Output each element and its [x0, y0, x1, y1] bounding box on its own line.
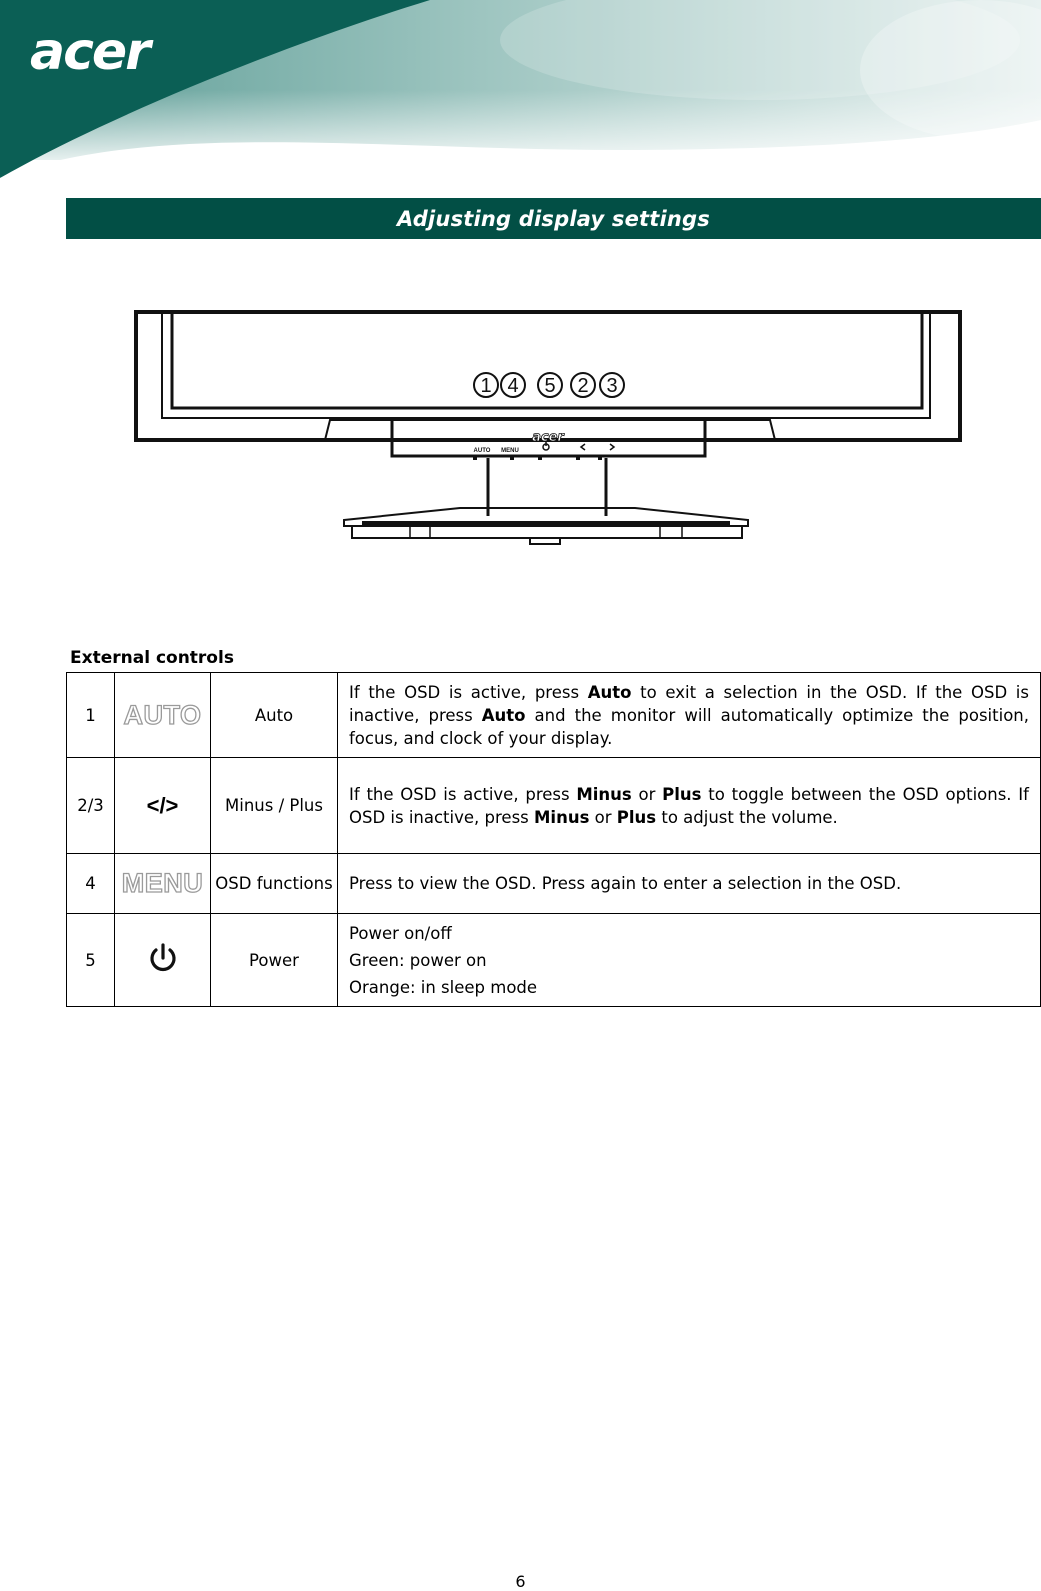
power-icon: [115, 914, 211, 1007]
callout-5-label: 5: [544, 375, 556, 397]
control-number: 5: [67, 914, 115, 1007]
table-row: [67, 854, 1041, 914]
table-row: [67, 673, 1041, 758]
table-row: [67, 758, 1041, 854]
control-name: OSD functions: [211, 854, 338, 914]
menu-icon: [115, 854, 211, 914]
menu-icon-label: MENU: [121, 868, 204, 898]
section-heading: External controls: [70, 648, 234, 668]
header-banner: [0, 0, 1041, 180]
monitor-front-illustration: [130, 308, 980, 568]
desc-line: Green: power on: [349, 950, 487, 970]
auto-icon-label: AUTO: [123, 699, 202, 730]
minus-plus-icon: [115, 758, 211, 854]
callout-4-label: 4: [507, 375, 519, 397]
auto-icon: [115, 673, 211, 758]
minus-plus-icon-label: </>: [146, 792, 179, 818]
control-number: 4: [67, 854, 115, 914]
desc-line: Power on/off: [349, 923, 452, 943]
bezel-plus-icon: [610, 444, 614, 450]
bezel-acer-logo: acer: [532, 430, 564, 445]
page-title-bar: [66, 198, 1041, 239]
callout-1-label: 1: [480, 375, 492, 397]
table-row: [67, 914, 1041, 1007]
control-name: Auto: [211, 673, 338, 758]
control-number: 1: [67, 673, 115, 758]
monitor-diagram: [130, 308, 980, 568]
page-number: 6: [515, 1572, 526, 1591]
callout-2-label: 2: [577, 375, 589, 397]
bezel-minus-icon: [581, 444, 585, 450]
header-swoosh: [0, 0, 1041, 180]
control-description: [338, 914, 1041, 1007]
acer-logo: acer: [30, 22, 149, 82]
callout-3-label: 3: [606, 375, 618, 397]
desc-line: Orange: in sleep mode: [349, 977, 538, 997]
control-name: Minus / Plus: [211, 758, 338, 854]
control-description: If the OSD is active, press Minus or Plus to toggle between the OSD options. If OSD is inactive, press Minus or Plus to adjust the volume.: [338, 758, 1041, 854]
control-name: Power: [211, 914, 338, 1007]
control-number: 2/3: [67, 758, 115, 854]
external-controls-table: [66, 672, 1041, 1007]
page-title: Adjusting display settings: [396, 206, 710, 231]
bezel-auto-label: AUTO: [473, 448, 491, 454]
bezel-menu-label: MENU: [501, 448, 519, 454]
control-description: If the OSD is active, press Auto to exit a selection in the OSD. If the OSD is inactive, press Auto and the monitor will automatically optimize the position, focus, and clock of your display.: [338, 673, 1041, 758]
control-description: Press to view the OSD. Press again to enter a selection in the OSD.: [338, 854, 1041, 914]
power-icon-graphic: [146, 941, 180, 975]
